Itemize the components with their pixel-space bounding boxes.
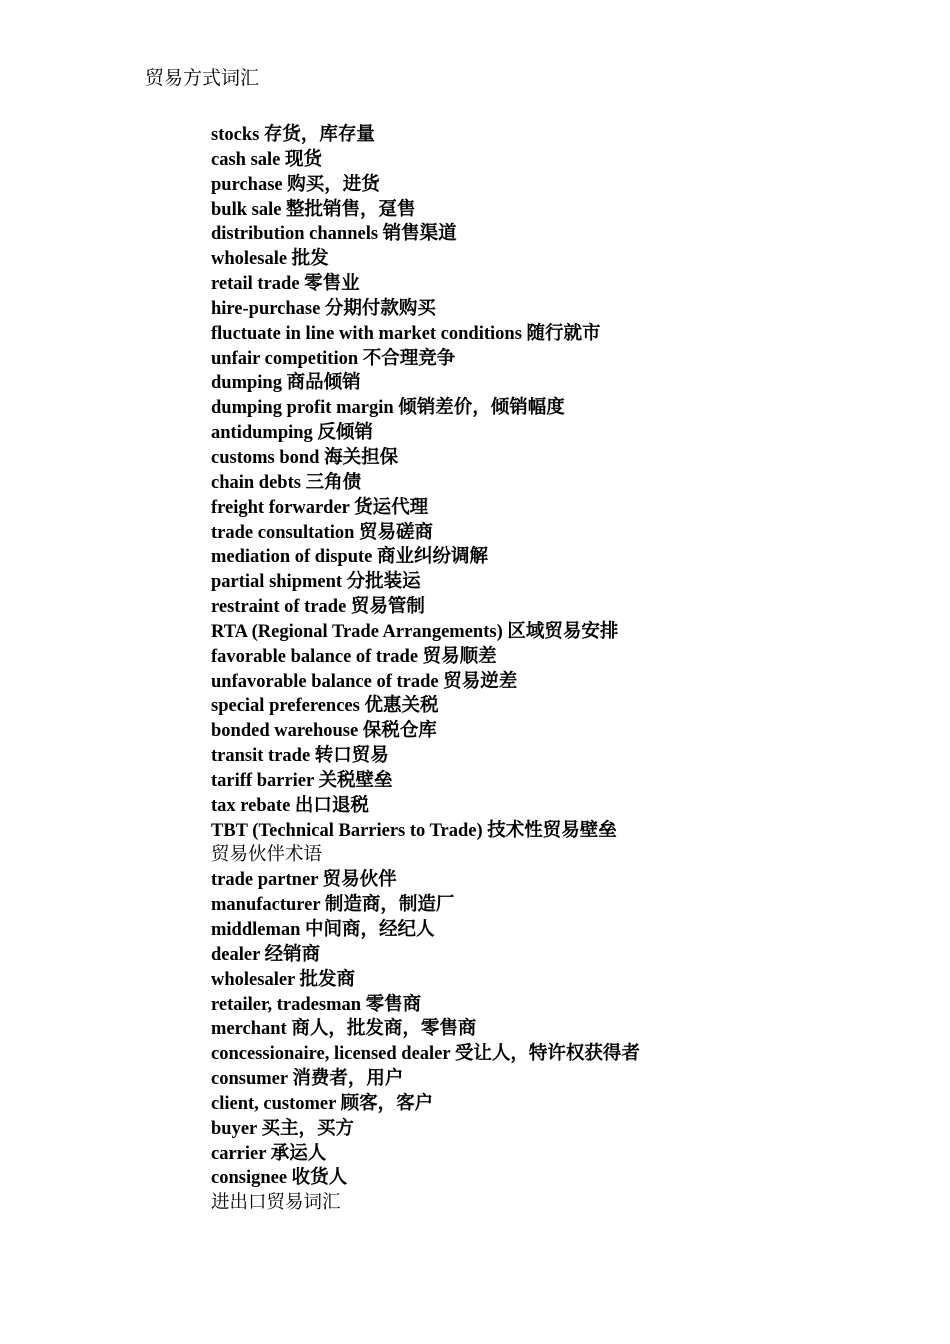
- term-line: carrier 承运人: [211, 1143, 327, 1164]
- term-line: mediation of dispute 商业纠纷调解: [211, 547, 489, 568]
- term-line: fluctuate in line with market conditions 随行就市: [211, 323, 601, 344]
- term-line: retail trade 零售业: [211, 274, 360, 295]
- term-line: customs bond 海关担保: [211, 447, 399, 468]
- term-line: favorable balance of trade 贸易顺差: [211, 646, 497, 667]
- term-line: RTA (Regional Trade Arrangements) 区域贸易安排: [211, 621, 619, 642]
- term-line: unfair competition 不合理竞争: [211, 348, 456, 369]
- term-line: dumping 商品倾销: [211, 373, 361, 394]
- term-line: unfavorable balance of trade 贸易逆差: [211, 671, 518, 692]
- term-line: concessionaire, licensed dealer 受让人，特许权获得者: [211, 1044, 640, 1065]
- term-line: tax rebate 出口退税: [211, 795, 369, 816]
- term-line: restraint of trade 贸易管制: [211, 597, 425, 618]
- term-list: [211, 123, 640, 1216]
- term-line: freight forwarder 货运代理: [211, 497, 429, 518]
- term-line: wholesale 批发: [211, 249, 329, 270]
- term-line: bonded warehouse 保税仓库: [211, 721, 437, 742]
- term-line: distribution channels 销售渠道: [211, 224, 457, 245]
- term-line: hire-purchase 分期付款购买: [211, 298, 436, 319]
- term-line: dumping profit margin 倾销差价，倾销幅度: [211, 398, 565, 419]
- page-heading: 贸易方式词汇: [145, 68, 260, 89]
- term-line: wholesaler 批发商: [211, 969, 356, 990]
- term-line: consignee 收货人: [211, 1168, 348, 1189]
- term-line: antidumping 反倾销: [211, 423, 373, 444]
- term-line: TBT (Technical Barriers to Trade) 技术性贸易壁垒: [211, 820, 617, 841]
- term-line: special preferences 优惠关税: [211, 696, 439, 717]
- section-heading: 贸易伙伴术语: [211, 845, 323, 866]
- term-line: retailer, tradesman 零售商: [211, 994, 422, 1015]
- term-line: dealer 经销商: [211, 944, 321, 965]
- term-line: consumer 消费者，用户: [211, 1069, 404, 1090]
- term-line: partial shipment 分批装运: [211, 572, 421, 593]
- term-line: manufacturer 制造商，制造厂: [211, 895, 455, 916]
- term-line: cash sale 现货: [211, 149, 323, 170]
- term-line: middleman 中间商，经纪人: [211, 920, 435, 940]
- term-line: buyer 买主，买方: [211, 1118, 355, 1139]
- term-line: purchase 购买，进货: [211, 174, 380, 195]
- term-line: bulk sale 整批销售，趸售: [211, 199, 416, 220]
- term-line: trade partner 贸易伙伴: [211, 870, 397, 891]
- term-line: transit trade 转口贸易: [211, 746, 389, 767]
- section-heading: 进出口贸易词汇: [211, 1193, 341, 1214]
- term-line: tariff barrier 关税壁垒: [211, 770, 393, 791]
- term-line: chain debts 三角债: [211, 472, 362, 493]
- term-line: trade consultation 贸易磋商: [211, 522, 434, 543]
- term-line: client, customer 顾客，客户: [211, 1093, 434, 1114]
- term-line: stocks 存货，库存量: [211, 125, 375, 145]
- term-line: merchant 商人，批发商，零售商: [211, 1019, 477, 1040]
